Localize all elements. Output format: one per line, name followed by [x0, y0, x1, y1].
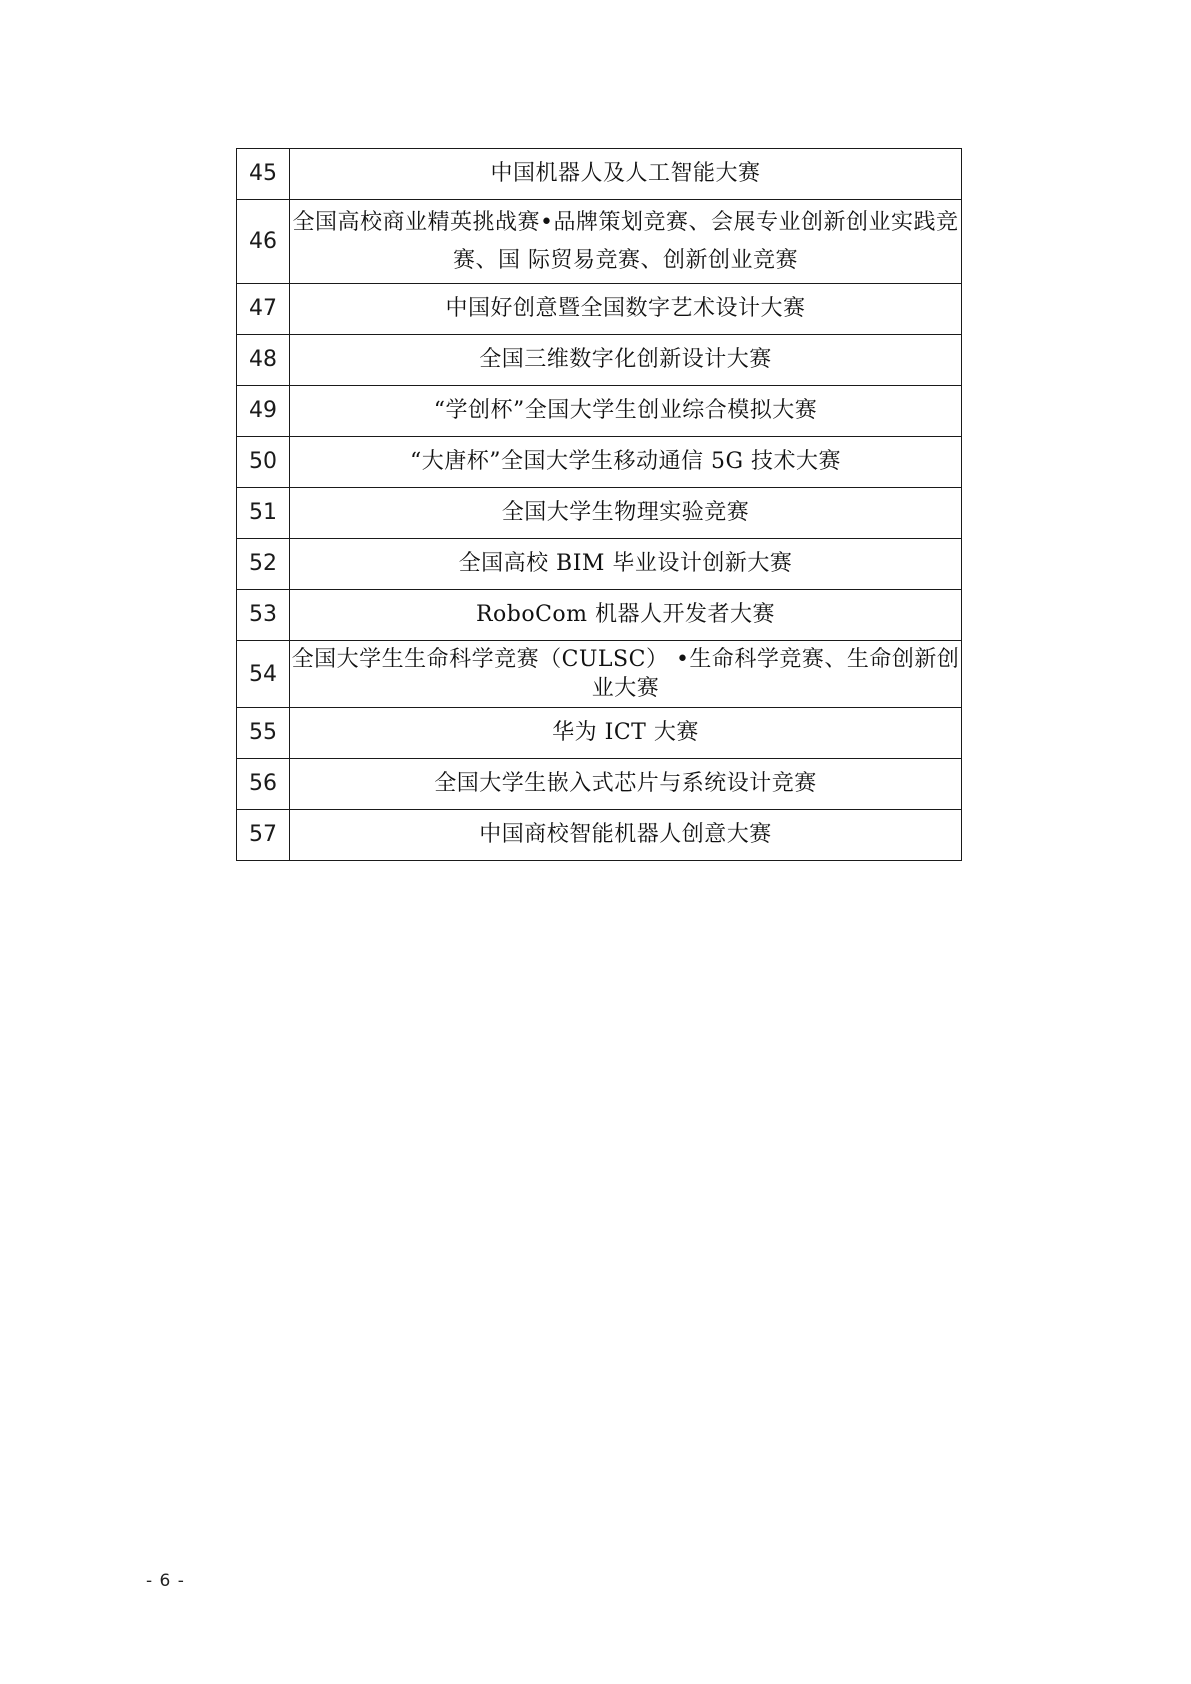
- row-number: 48: [237, 335, 290, 386]
- competition-name: 全国大学生生命科学竞赛（CULSC） •生命科学竞赛、生命创新创业大赛: [290, 641, 962, 708]
- competition-name: “大唐杯”全国大学生移动通信 5G 技术大赛: [290, 437, 962, 488]
- competition-name: 华为 ICT 大赛: [290, 708, 962, 759]
- row-number: 45: [237, 149, 290, 200]
- table-row: [237, 708, 962, 759]
- competition-name: 中国商校智能机器人创意大赛: [290, 810, 962, 861]
- row-number: 54: [237, 641, 290, 708]
- competition-name: RoboCom 机器人开发者大赛: [290, 590, 962, 641]
- table-row: [237, 284, 962, 335]
- competition-name: 中国机器人及人工智能大赛: [290, 149, 962, 200]
- row-number: 47: [237, 284, 290, 335]
- row-number: 51: [237, 488, 290, 539]
- row-number: 55: [237, 708, 290, 759]
- competition-name: 中国好创意暨全国数字艺术设计大赛: [290, 284, 962, 335]
- competition-name: 全国大学生物理实验竞赛: [290, 488, 962, 539]
- competition-name: 全国高校商业精英挑战赛•品牌策划竞赛、会展专业创新创业实践竞赛、国 际贸易竞赛、创新创业竞赛: [290, 200, 962, 284]
- table-row: [237, 590, 962, 641]
- page-number: - 6 -: [146, 1571, 185, 1591]
- table-row: [237, 200, 962, 284]
- row-number: 46: [237, 200, 290, 284]
- competition-name: 全国三维数字化创新设计大赛: [290, 335, 962, 386]
- table-row: [237, 759, 962, 810]
- table-row: [237, 386, 962, 437]
- table-row: [237, 335, 962, 386]
- row-number: 57: [237, 810, 290, 861]
- row-number: 52: [237, 539, 290, 590]
- competition-name: “学创杯”全国大学生创业综合模拟大赛: [290, 386, 962, 437]
- table-row: [237, 149, 962, 200]
- competition-table: [236, 148, 962, 861]
- row-number: 53: [237, 590, 290, 641]
- table-row: [237, 641, 962, 708]
- row-number: 49: [237, 386, 290, 437]
- table-row: [237, 437, 962, 488]
- competition-name: 全国大学生嵌入式芯片与系统设计竞赛: [290, 759, 962, 810]
- competition-name: 全国高校 BIM 毕业设计创新大赛: [290, 539, 962, 590]
- row-number: 56: [237, 759, 290, 810]
- row-number: 50: [237, 437, 290, 488]
- table-row: [237, 810, 962, 861]
- table-row: [237, 488, 962, 539]
- table-row: [237, 539, 962, 590]
